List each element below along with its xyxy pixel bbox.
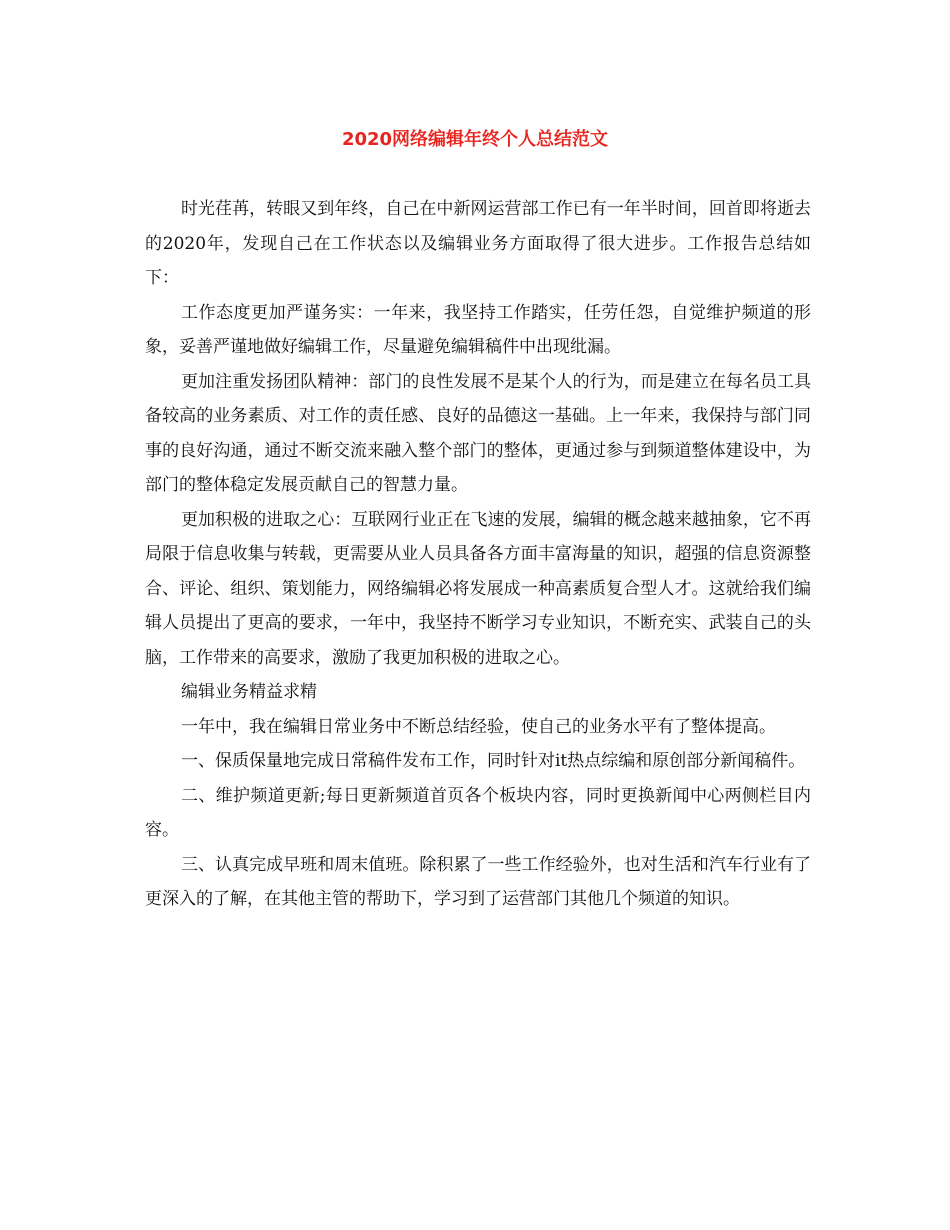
paragraph-item-1: 一、保质保量地完成日常稿件发布工作，同时针对it热点综编和原创部分新闻稿件。 <box>181 751 806 771</box>
paragraph-item-3: 三、认真完成早班和周末值班。除积累了一些工作经验外，也对生活和汽车行业有了更深入的了解，在其他主管的帮助下，学习到了运营部门其他几个频道的知识。 <box>145 854 811 909</box>
paragraph-section-heading: 编辑业务精益求精 <box>181 682 317 702</box>
document-body <box>145 192 811 917</box>
paragraph-item-2: 二、维护频道更新;每日更新频道首页各个板块内容，同时更换新闻中心两侧栏目内容。 <box>145 785 811 840</box>
document-title: 2020网络编辑年终个人总结范文 <box>341 129 609 150</box>
paragraph-enterprise: 更加积极的进取之心：互联网行业正在飞速的发展，编辑的概念越来越抽象，它不再局限于信息收集与转载，更需要从业人员具备各方面丰富海量的知识，超强的信息资源整合、评论、组织、策划能力，网络编辑必将发展成一种高素质复合型人才。这就给我们编辑人员提出了更高的要求，一年中，我坚持不断学习专业知识，不断充实、武装自己的头脑，工作带来的高要求，激励了我更加积极的进取之心。 <box>145 509 811 668</box>
paragraph-team-spirit: 更加注重发扬团队精神：部门的良性发展不是某个人的行为，而是建立在每名员工具备较高的业务素质、对工作的责任感、良好的品德这一基础。上一年来，我保持与部门同事的良好沟通，通过不断交流来融入整个部门的整体，更通过参与到频道整体建设中，为部门的整体稳定发展贡献自己的智慧力量。 <box>145 371 811 495</box>
paragraph-intro: 时光荏苒，转眼又到年终，自己在中新网运营部工作已有一年半时间，回首即将逝去的2020年，发现自己在工作状态以及编辑业务方面取得了很大进步。工作报告总结如下： <box>145 199 811 288</box>
paragraph-summary: 一年中，我在编辑日常业务中不断总结经验，使自己的业务水平有了整体提高。 <box>181 716 776 737</box>
paragraph-work-attitude: 工作态度更加严谨务实：一年来，我坚持工作踏实，任劳任怨，自觉维护频道的形象，妥善严谨地做好编辑工作，尽量避免编辑稿件中出现纰漏。 <box>145 302 811 357</box>
